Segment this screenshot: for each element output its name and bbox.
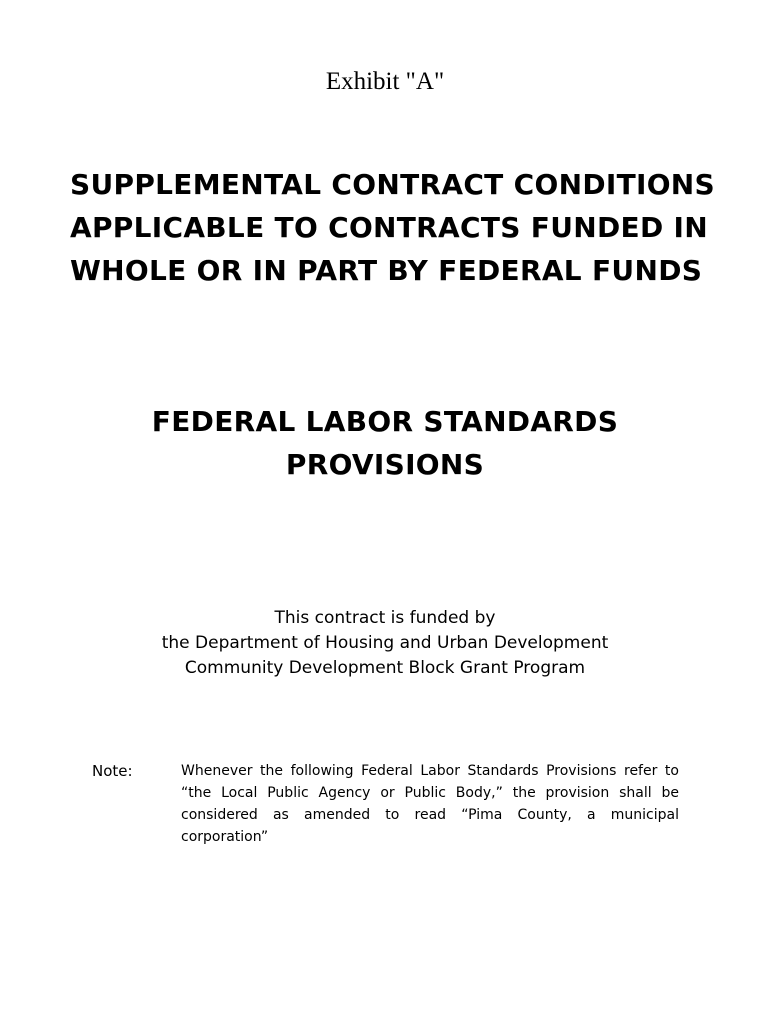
document-title-line-2: APPLICABLE TO CONTRACTS FUNDED IN <box>70 211 708 244</box>
note-label: Note: <box>92 762 133 780</box>
exhibit-heading: Exhibit "A" <box>325 68 445 95</box>
note-text: Whenever the following Federal Labor Standards Provisions refer to “the Local Public Agency or Public Body,” the provision shall be considered as amended to read “Pima County, a municipal corporation” <box>181 763 679 845</box>
funding-line-1: This contract is funded by <box>274 608 496 628</box>
section-title <box>70 400 700 486</box>
section-title-line-2: PROVISIONS <box>285 448 485 481</box>
section-title-line-1: FEDERAL LABOR STANDARDS <box>151 405 619 438</box>
document-title-line-1: SUPPLEMENTAL CONTRACT CONDITIONS <box>70 168 715 201</box>
funding-statement <box>0 606 770 681</box>
funding-line-3: Community Development Block Grant Program <box>184 658 586 678</box>
document-title-line-3: WHOLE OR IN PART BY FEDERAL FUNDS <box>70 254 703 287</box>
document-title <box>70 163 715 292</box>
funding-line-2: the Department of Housing and Urban Development <box>161 633 609 653</box>
